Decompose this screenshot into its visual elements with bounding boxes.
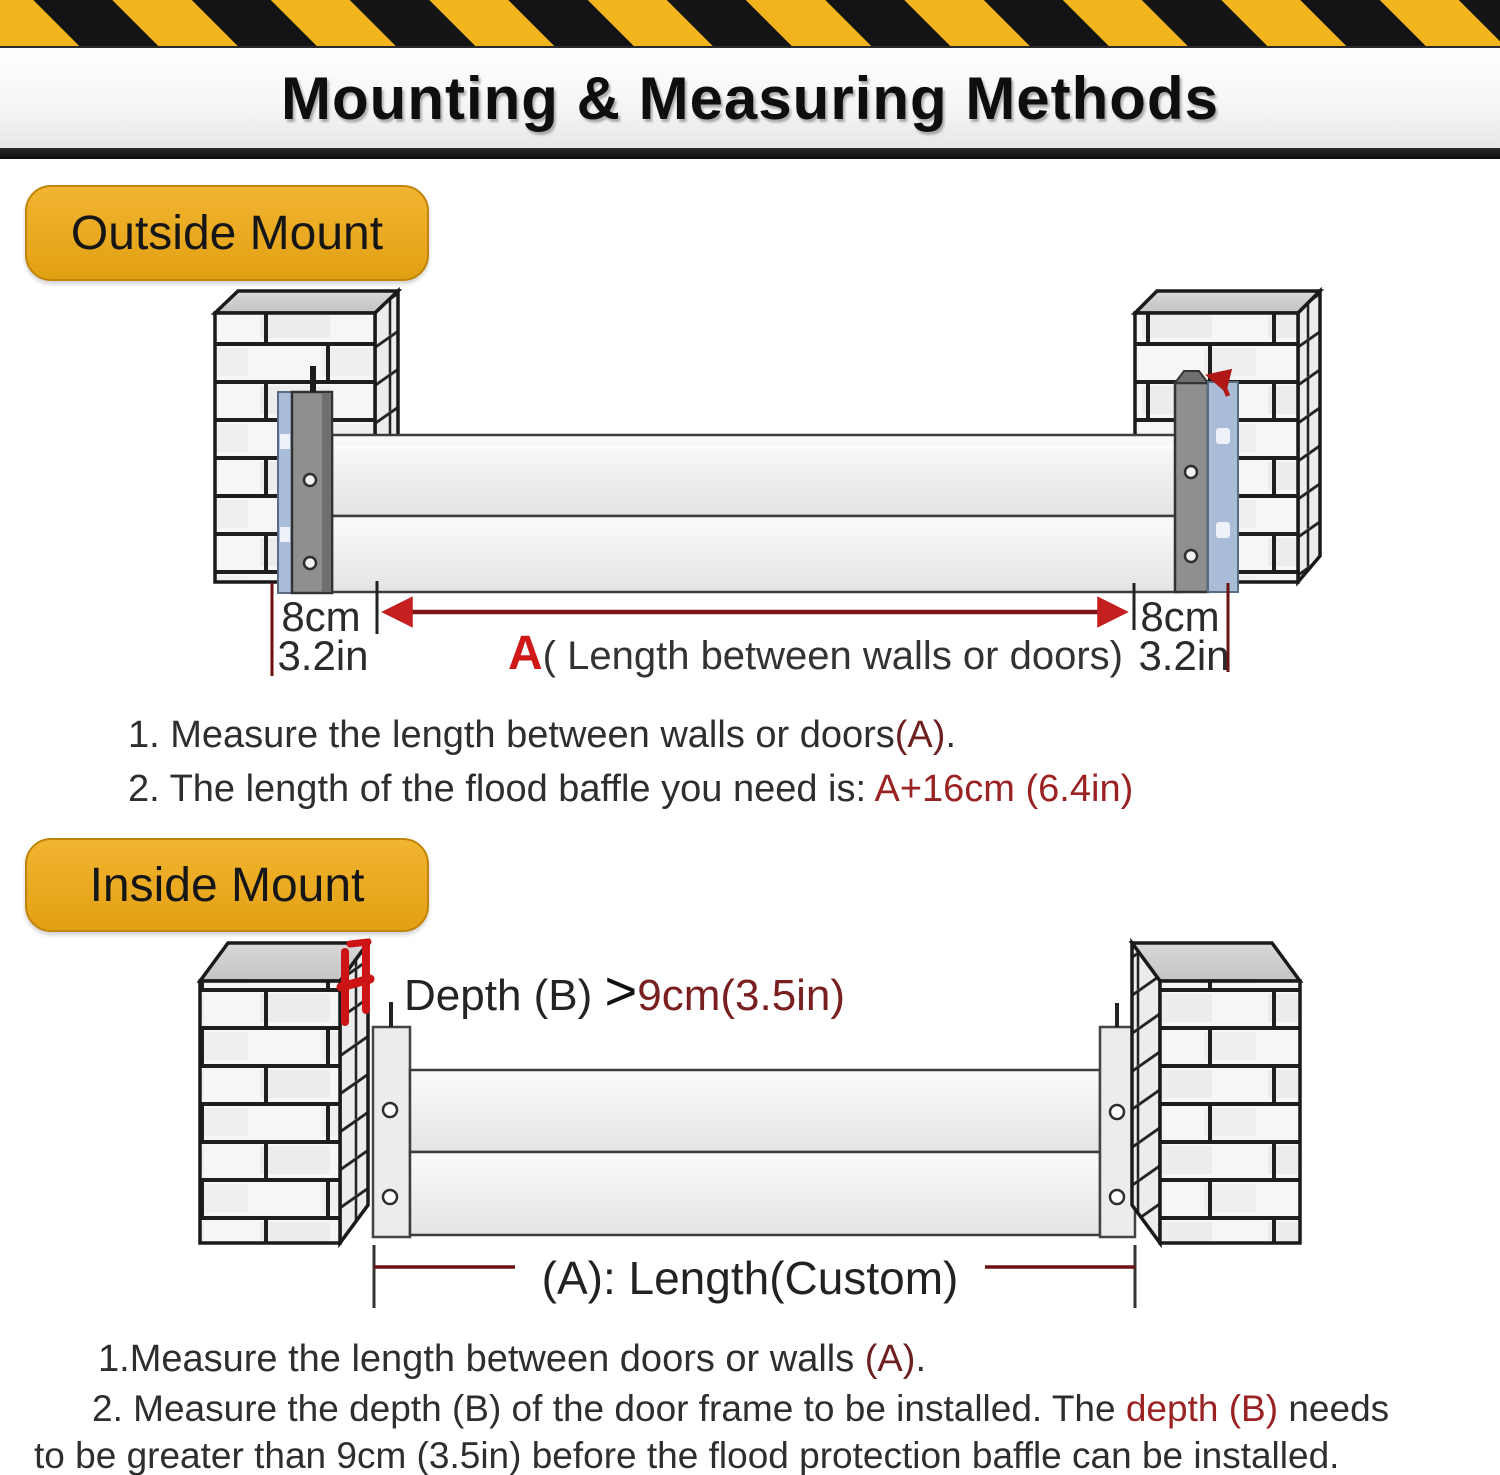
- step-text: needs: [1278, 1388, 1390, 1429]
- right-offset-cm: 8cm: [1140, 593, 1220, 640]
- step-text: .: [945, 714, 956, 756]
- left-offset-in: 3.2in: [277, 632, 369, 679]
- screw-hole: [304, 474, 316, 486]
- bracket-channel: [373, 1027, 410, 1237]
- step-text: 2. Measure the depth (B) of the door frame to be installed. The: [92, 1388, 1126, 1429]
- step-text: to be greater than 9cm (3.5in) before the flood protection baffle can be installed.: [34, 1435, 1340, 1475]
- bracket-channel: [1100, 1027, 1135, 1237]
- pillar-front-face: [200, 981, 340, 1243]
- step-text: .: [915, 1338, 926, 1380]
- step-accent: A+16cm (6.4in): [874, 768, 1134, 810]
- page-title: Mounting & Measuring Methods: [281, 64, 1219, 132]
- depth-annotation: [404, 959, 845, 1022]
- step-accent: depth (B): [1125, 1388, 1279, 1429]
- inside-right-bracket: [1100, 1003, 1135, 1237]
- inside-step-2: [30, 1390, 1480, 1474]
- seal-clip: [1216, 428, 1230, 444]
- pillar-side-face: [1298, 291, 1320, 582]
- outside-left-bracket: [278, 366, 332, 593]
- screw-hole: [383, 1103, 397, 1117]
- screw-hole: [1110, 1105, 1124, 1119]
- outside-mount-diagram: [215, 291, 1320, 680]
- inside-left-bracket: [373, 1002, 410, 1237]
- span-letter-a: A: [508, 627, 543, 680]
- step-text: 1.Measure the length between doors or walls: [98, 1338, 865, 1380]
- step-text: 1. Measure the length between walls or doors: [128, 714, 895, 756]
- length-custom-label: (A): Length(Custom): [541, 1252, 959, 1304]
- inside-step-1: [98, 1338, 926, 1381]
- screw-hole: [383, 1190, 397, 1204]
- pillar-top-face: [215, 291, 398, 313]
- barrier-plank-bottom: [410, 1152, 1100, 1235]
- left-offset-cm: 8cm: [281, 593, 361, 640]
- step-accent: (A): [864, 1338, 916, 1380]
- inside-mount-badge-label: Inside Mount: [89, 858, 365, 912]
- inside-step-2-line-1: [30, 1390, 1480, 1427]
- pillar-side-face: [1132, 943, 1160, 1243]
- depth-value: 9cm(3.5in): [637, 971, 846, 1020]
- greater-than-symbol: >: [604, 959, 638, 1022]
- depth-label: Depth (B): [404, 971, 605, 1020]
- outside-step-2: [128, 768, 1133, 811]
- barrier-plank-bottom: [332, 516, 1179, 592]
- inside-flood-barrier-panel: [410, 1070, 1100, 1235]
- bracket-shade: [322, 393, 331, 592]
- outside-measurements: [272, 581, 1230, 680]
- step-text: 2. The length of the flood baffle you need is:: [128, 768, 875, 810]
- screw-hole: [304, 557, 316, 569]
- seal-clip: [280, 527, 290, 542]
- pillar-front-face: [1160, 981, 1300, 1243]
- right-offset-in: 3.2in: [1138, 632, 1230, 679]
- barrier-plank-top: [410, 1070, 1100, 1152]
- screw-hole: [1185, 466, 1197, 478]
- step-accent: (A): [894, 714, 946, 756]
- screw-hole: [1110, 1190, 1124, 1204]
- inside-measurements: [374, 1245, 1135, 1308]
- outside-mount-badge-label: Outside Mount: [70, 206, 384, 260]
- outside-right-bracket: [1175, 371, 1238, 592]
- outside-step-1: [128, 714, 956, 757]
- span-label-text: ( Length between walls or doors): [542, 634, 1123, 678]
- inside-mount-diagram: [200, 942, 1300, 1308]
- pillar-top-face: [1135, 291, 1320, 313]
- seal-strip: [278, 392, 292, 593]
- seal-clip: [280, 434, 290, 449]
- span-label: [508, 627, 1123, 680]
- seal-strip: [1208, 382, 1238, 592]
- screw-hole: [1185, 550, 1197, 562]
- seal-clip: [1216, 522, 1230, 538]
- outside-flood-barrier-panel: [332, 435, 1179, 592]
- inside-right-pillar: [1132, 943, 1300, 1243]
- inside-step-2-line-2: [30, 1437, 1480, 1474]
